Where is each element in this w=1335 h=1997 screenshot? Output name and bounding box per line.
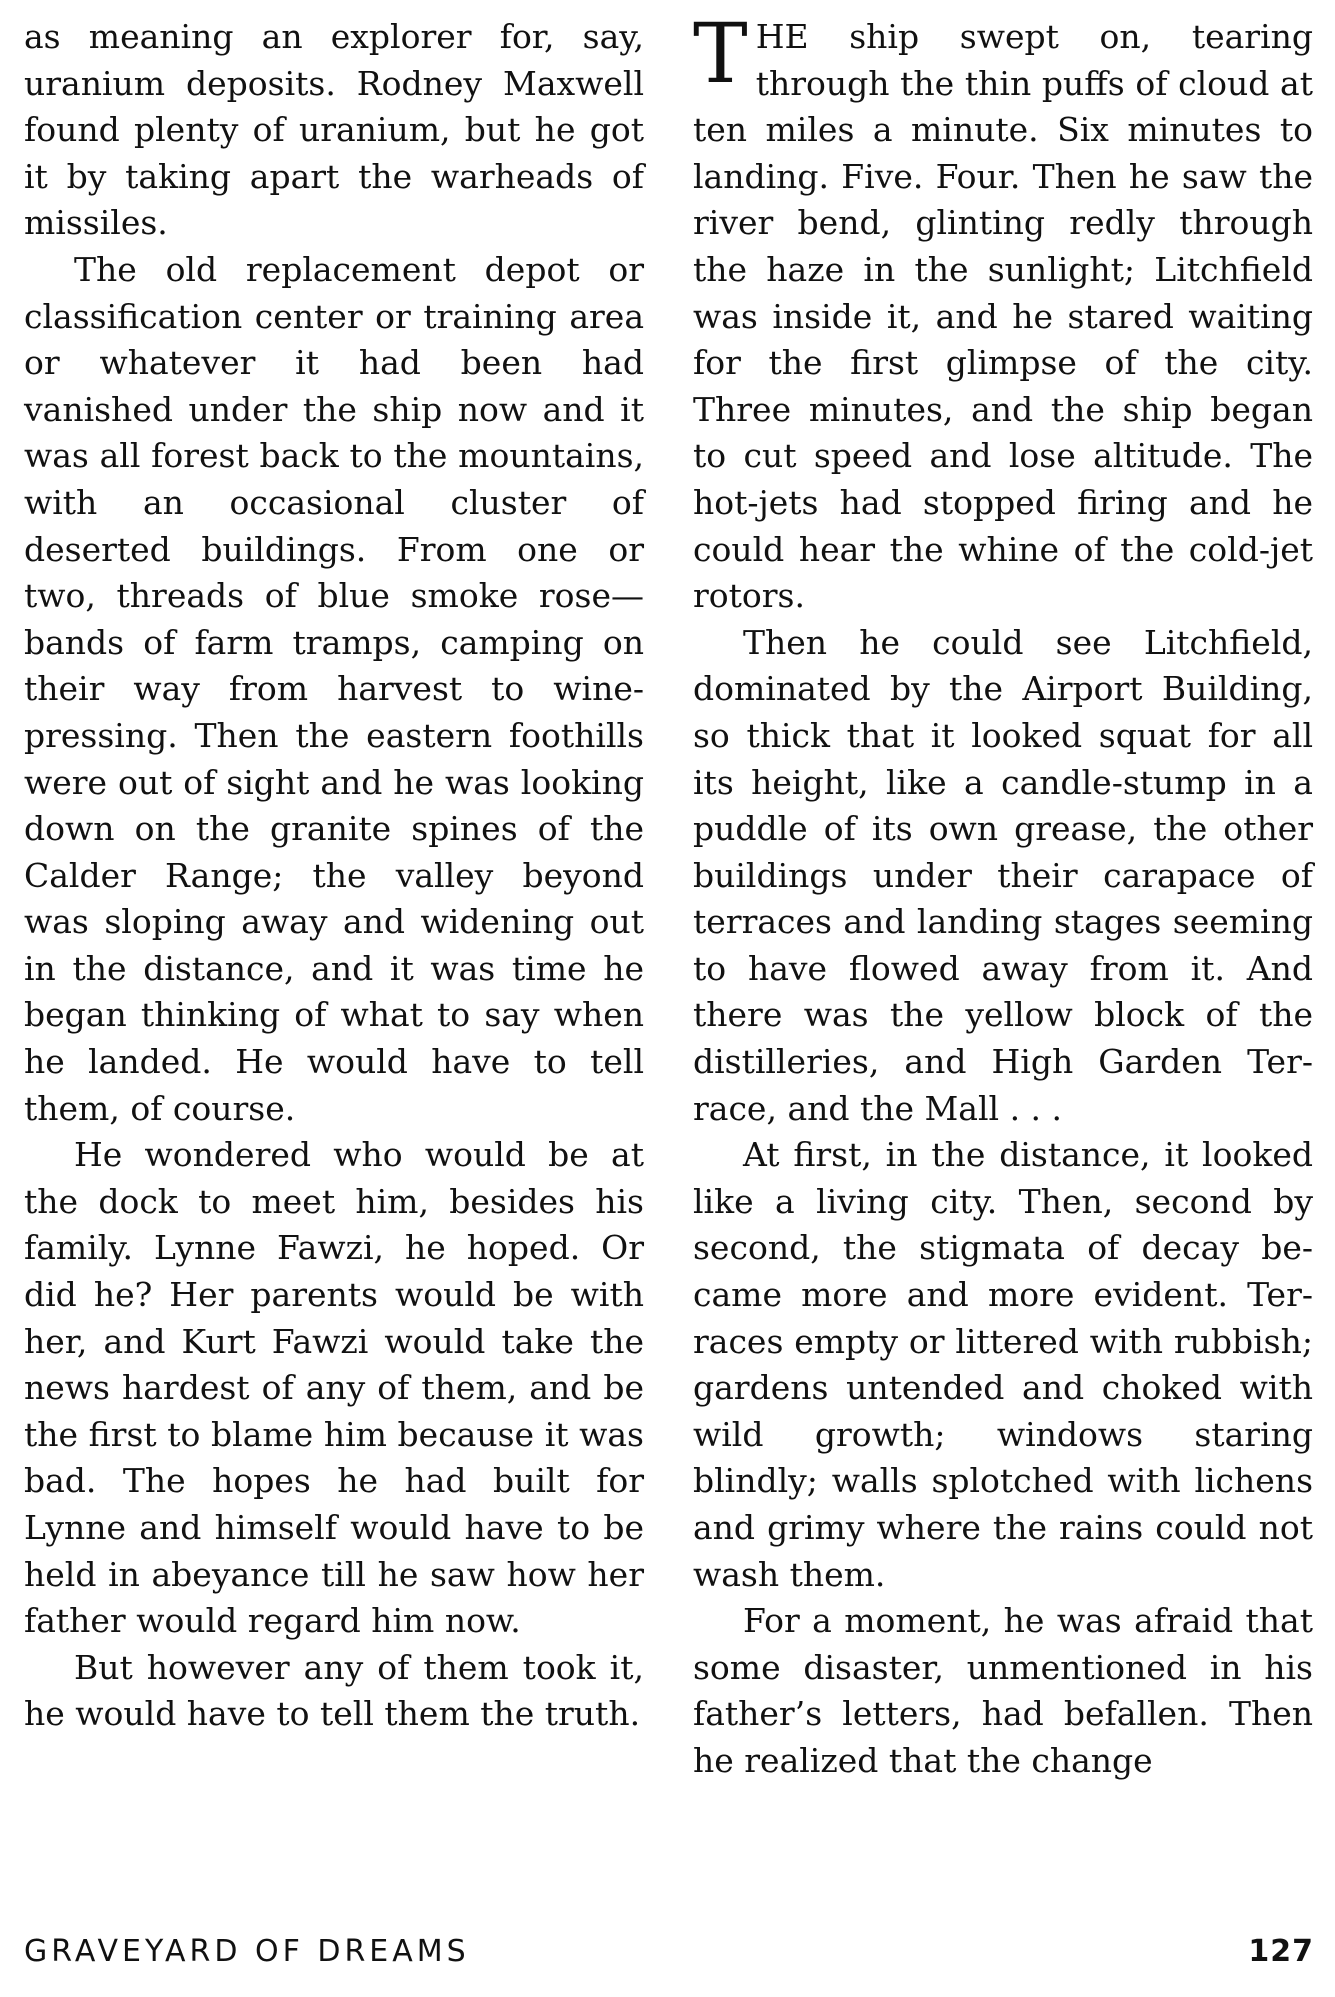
- page-footer: [24, 1934, 1314, 1974]
- page-number: 127: [1248, 1934, 1314, 1969]
- opening-paragraph-text: HE ship swept on, tearing through the thin puffs of cloud at ten miles a minute. Six minutes to landing. Five. Four. Then he saw the river bend, glinting redly through the haze in the sunlight; Litchfield was inside it, and he stared waiting for the first glimpse of the city. Three minutes, and the ship began to cut speed and lose altitude. The hot-jets had stopped firing and he could hear the whine of the cold-jet rotors.: [693, 17, 1313, 616]
- paragraph: For a moment, he was afraid that some disaster, unmentioned in his father’s letters, had befallen. Then he realized that the change: [693, 1601, 1313, 1780]
- paragraph: The old replacement depot or classification center or training area or whatever it had been had vanished under the ship now and it was all forest back to the mountains, with an occasional cluster of deserted buildings. From one or two, threads of blue smoke rose—bands of farm tramps, camping on their way from harvest to wine-pressing. Then the eastern foothills were out of sight and he was looking down on the granite spines of the Calder Range; the valley beyond was sloping away and widening out in the distance, and it was time he began thinking of what to say when he landed. He would have to tell them, of course.: [24, 249, 644, 1128]
- drop-cap: T: [693, 7, 748, 102]
- opening-paragraph: [693, 7, 1313, 620]
- paragraph: as meaning an explorer for, say, uranium deposits. Rodney Maxwell found plenty of uranium, but he got it by taking apart the warheads of missiles.: [24, 17, 644, 243]
- paragraph: Then he could see Litchfield, dominated by the Airport Building, so thick that it looked squat for all its height, like a candle-stump in a puddle of its own grease, the other buildings under their carapace of terraces and landing stages seeming to have flowed away from it. And there was the yellow block of the distilleries, and High Garden Terrace, and the Mall . . .: [693, 622, 1313, 1128]
- paragraph: But however any of them took it, he would have to tell them the truth.: [24, 1647, 644, 1734]
- paragraph: He wondered who would be at the dock to meet him, besides his family. Lynne Fawzi, he hoped. Or did he? Her parents would be with her, and Kurt Fawzi would take the news hardest of any of them, and be the first to blame him because it was bad. The hopes he had built for Lynne and himself would have to be held in abeyance till he saw how her father would regard him now.: [24, 1135, 644, 1641]
- paragraph: At first, in the distance, it looked like a living city. Then, second by second, the stigmata of decay became more and more evident. Terraces empty or littered with rubbish; gardens untended and choked with wild growth; windows staring blindly; walls splotched with lichens and grimy where the rains could not wash them.: [693, 1135, 1313, 1594]
- right-column: [693, 7, 1313, 1785]
- running-title: GRAVEYARD OF DREAMS: [24, 1934, 470, 1969]
- left-column: [24, 14, 644, 1738]
